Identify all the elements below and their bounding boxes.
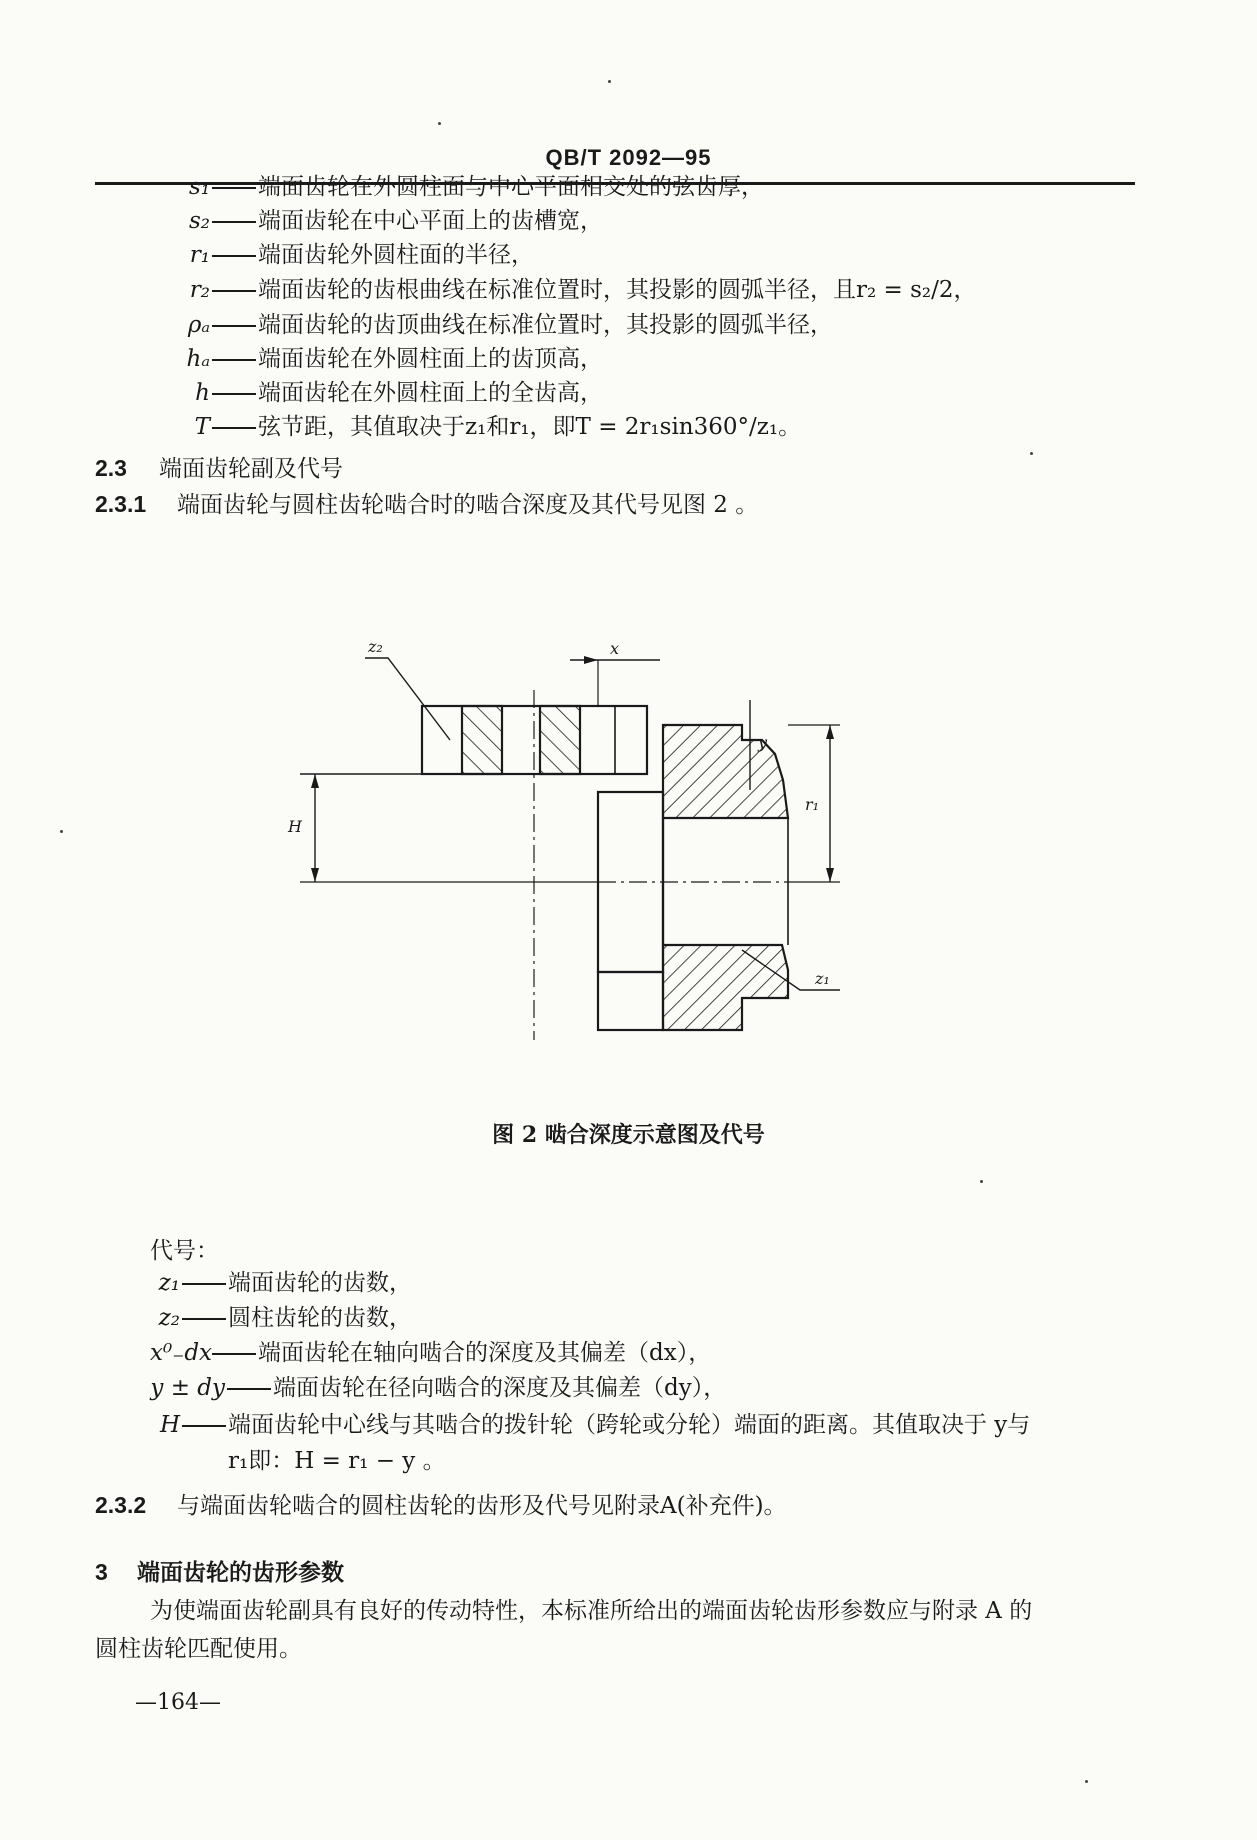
face-gear-base: [598, 972, 663, 1030]
section-2-3-heading: 2.3 端面齿轮副及代号: [95, 455, 343, 482]
label-z1: z₁: [815, 969, 830, 988]
definition-t: T 弦节距，其值取决于z₁和r₁，即T = 2r₁sin360°/z₁。: [194, 414, 802, 440]
codes-title: 代号：: [150, 1238, 219, 1264]
label-y: y: [758, 733, 768, 752]
section-3-heading: 3 端面齿轮的齿形参数: [95, 1559, 344, 1586]
meshing-depth-diagram: [288, 620, 930, 1090]
label-r1: r₁: [805, 795, 820, 814]
scan-speck: [608, 80, 611, 83]
section-3-paragraph-line-1: 为使端面齿轮副具有良好的传动特性，本标准所给出的端面齿轮齿形参数应与附录 A 的: [150, 1598, 1033, 1624]
definition-s1: s₁ 端面齿轮在外圆柱面与中心平面相交处的弦齿厚，: [188, 174, 764, 200]
scan-speck: [60, 830, 63, 833]
section-2-3-1: 2.3.1 端面齿轮与圆柱齿轮啮合时的啮合深度及其代号见图 2 。: [95, 491, 759, 518]
cylindrical-gear-tooth-2: [540, 706, 580, 774]
definition-ha: hₐ 端面齿轮在外圆柱面上的齿顶高，: [186, 346, 603, 372]
label-h: H: [288, 817, 302, 836]
code-z1: z₁ 端面齿轮的齿数，: [158, 1270, 412, 1296]
code-x: x⁰₋dx 端面齿轮在轴向啮合的深度及其偏差（dx），: [150, 1340, 712, 1366]
label-x: x: [610, 639, 620, 658]
definition-rho-a: ρₐ 端面齿轮的齿顶曲线在标准位置时，其投影的圆弧半径，: [187, 312, 833, 338]
code-y: y ± dy 端面齿轮在径向啮合的深度及其偏差（dy），: [150, 1375, 727, 1401]
section-3-paragraph-line-2: 圆柱齿轮匹配使用。: [95, 1636, 302, 1662]
scan-speck: [1085, 1780, 1088, 1783]
face-gear-lower-section: [663, 945, 788, 1030]
code-h: H 端面齿轮中心线与其啮合的拨针轮（跨轮或分轮）端面的距离。其值取决于 y与: [159, 1412, 1031, 1438]
definition-s2: s₂ 端面齿轮在中心平面上的齿槽宽，: [188, 208, 603, 234]
definition-r2: r₂ 端面齿轮的齿根曲线在标准位置时，其投影的圆弧半径，且r₂ = s₂/2，: [189, 277, 977, 303]
label-z2: z₂: [368, 637, 383, 656]
definition-r1: r₁ 端面齿轮外圆柱面的半径，: [189, 242, 534, 268]
code-h-continuation: r₁即：H = r₁ − y 。: [228, 1448, 446, 1474]
figure-caption: 图 2 啮合深度示意图及代号: [492, 1122, 765, 1148]
face-gear-upper-section: [663, 725, 788, 818]
scan-speck: [980, 1180, 983, 1183]
definition-h: h 端面齿轮在外圆柱面上的全齿高，: [195, 380, 603, 406]
section-2-3-2: 2.3.2 与端面齿轮啮合的圆柱齿轮的齿形及代号见附录A(补充件)。: [95, 1492, 787, 1519]
page-number: —164—: [135, 1690, 221, 1715]
document-code: QB/T 2092—95: [545, 145, 712, 170]
scan-speck: [438, 122, 441, 125]
cylindrical-gear-tooth-1: [462, 706, 502, 774]
code-z2: z₂ 圆柱齿轮的齿数，: [158, 1305, 412, 1331]
scan-speck: [1030, 452, 1033, 455]
